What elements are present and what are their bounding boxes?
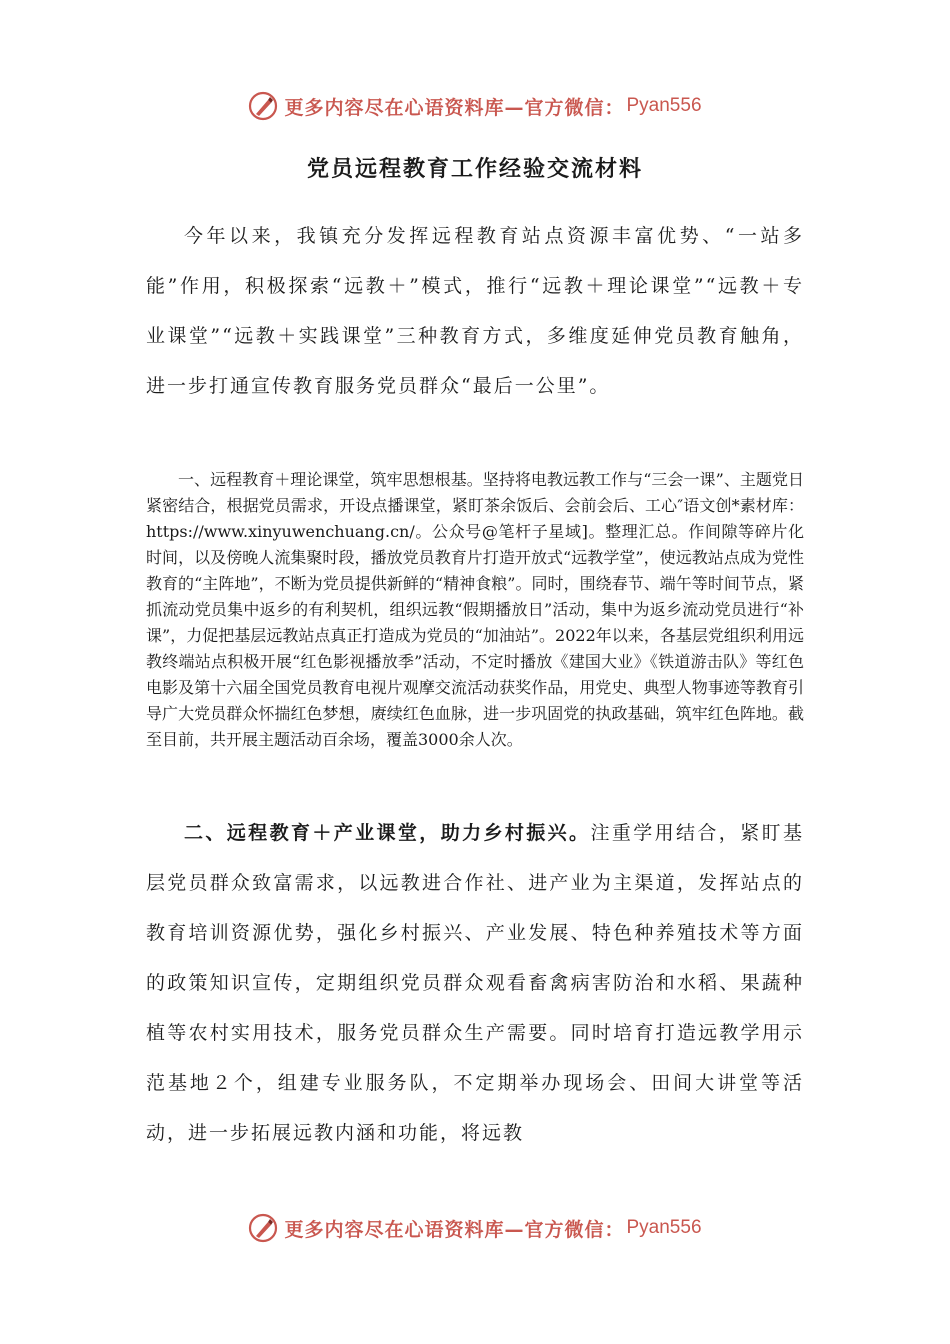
intro-paragraph: 今年以来，我镇充分发挥远程教育站点资源丰富优势、“一站多能”作用，积极探索“远教＋”模式，推行“远教＋理论课堂”“远教＋专业课堂”“远教＋实践课堂”三种教育方式，多维度延伸党员教育触角，进一步打通宣传教育服务党员群众“最后一公里”。: [146, 225, 804, 397]
header-banner: [0, 86, 950, 126]
section-2-heading: 二、远程教育＋产业课堂，助力乡村振兴。: [184, 822, 591, 844]
banner-wechat-handle: Pyan556: [626, 95, 702, 116]
banner-wechat-handle: Pyan556: [626, 1217, 702, 1238]
section-2-paragraph: [146, 808, 804, 1158]
banner-text: 更多内容尽在心语资料库—官方微信：: [284, 96, 625, 119]
pen-logo-icon: [248, 91, 278, 121]
section-1-paragraph: 一、远程教育＋理论课堂，筑牢思想根基。坚持将电教远教工作与“三会一课”、主题党日紧密结合，根据党员需求，开设点播课堂，紧盯茶余饭后、会前会后、工心″语文创*素材库：https://www.xinyuwenchuang.cn/。公众号@笔杆子星域]。整理汇总。作间隙等碎片化时间，以及傍晚人流集聚时段，播放党员教育片打造开放式“远教学堂”，使远教站点成为党性教育的“主阵地”，不断为党员提供新鲜的“精神食粮”。同时，围绕春节、端午等时间节点，紧抓流动党员集中返乡的有利契机，组织远教“假期播放日”活动，集中为返乡流动党员进行“补课”，力促把基层远教站点真正打造成为党员的“加油站”。2022年以来，各基层党组织利用远教终端站点积极开展“红色影视播放季”活动，不定时播放《建国大业》《铁道游击队》等红色电影及第十六届全国党员教育电视片观摩交流活动获奖作品，用党史、典型人物事迹等教育引导广大党员群众怀揣红色梦想，赓续红色血脉，进一步巩固党的执政基础，筑牢红色阵地。截至目前，共开展主题活动百余场，覆盖3000余人次。: [146, 470, 804, 749]
footer-banner: [0, 1208, 950, 1248]
page-title: 党员远程教育工作经验交流材料: [306, 156, 643, 182]
pen-logo-icon: [248, 1213, 278, 1243]
section-2-body: 注重学用结合，紧盯基层党员群众致富需求，以远教进合作社、进产业为主渠道，发挥站点的教育培训资源优势，强化乡村振兴、产业发展、特色种养殖技术等方面的政策知识宣传，定期组织党员群众观看畜禽病害防治和水稻、果蔬种植等农村实用技术，服务党员群众生产需要。同时培育打造远教学用示范基地２个，组建专业服务队，不定期举办现场会、田间大讲堂等活动，进一步拓展远教内涵和功能，将远教: [146, 822, 804, 1144]
banner-text: 更多内容尽在心语资料库—官方微信：: [284, 1218, 625, 1241]
